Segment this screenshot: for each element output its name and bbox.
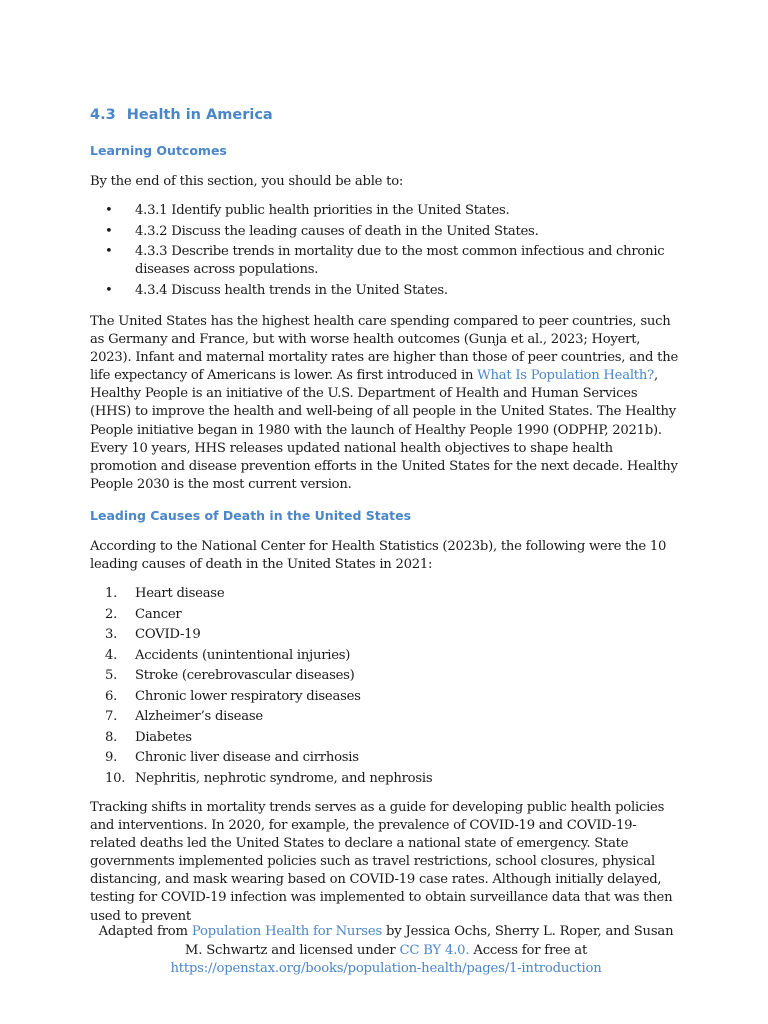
- bullet-marker: •: [105, 203, 113, 218]
- openstax-url-link[interactable]: https://openstax.org/books/population-health/pages/1-introduction: [170, 961, 602, 976]
- list-number: 6.: [105, 688, 118, 704]
- list-item: [90, 647, 682, 668]
- list-item: [90, 708, 682, 729]
- list-item-text: Diabetes: [135, 729, 192, 745]
- learning-outcomes-heading: Learning Outcomes: [90, 143, 227, 158]
- list-item-text: Stroke (cerebrovascular diseases): [135, 668, 355, 683]
- attribution-footer: [90, 923, 682, 979]
- list-item-text: Alzheimer’s disease: [135, 709, 263, 724]
- list-item-text: 4.3.1 Identify public health priorities in the United States.: [135, 203, 510, 218]
- section-heading: [90, 107, 273, 123]
- bullet-marker: •: [105, 223, 113, 239]
- list-number: 7.: [105, 709, 118, 724]
- list-item: [90, 606, 682, 627]
- overview-paragraph: [90, 313, 682, 494]
- license-link[interactable]: CC BY 4.0.: [399, 942, 470, 958]
- list-item-text: COVID-19: [135, 627, 201, 642]
- overview-text-start: The United States has the highest health care spending compared to peer countries, such as Germany and France, but with worse health outcomes (Gunja et al., 2023; Hoyert, 2023). Infant and maternal mortality rates are higher than those of peer countries, and the life expectancy of Americans is lower. As first introduced in: [90, 314, 678, 384]
- list-item-text: Chronic lower respiratory diseases: [135, 688, 361, 704]
- list-number: 9.: [105, 750, 118, 765]
- population-health-link[interactable]: What Is Population Health?: [477, 368, 654, 384]
- list-item-text: Accidents (unintentional injuries): [135, 647, 351, 663]
- list-item: [90, 749, 682, 770]
- section-title: Health in America: [126, 107, 273, 123]
- section-number: 4.3: [90, 107, 116, 123]
- list-number: 1.: [105, 586, 118, 601]
- footer-authors: by Jessica Ochs, Sherry L. Roper, and Susan M. Schwartz and licensed under: [184, 924, 674, 958]
- list-number: 2.: [105, 606, 118, 622]
- list-item-text: Nephritis, nephrotic syndrome, and nephrosis: [135, 770, 433, 786]
- list-item-text: 4.3.4 Discuss health trends in the United States.: [135, 282, 448, 298]
- list-item: [90, 770, 682, 791]
- list-item: [90, 729, 682, 750]
- list-number: 3.: [105, 627, 118, 642]
- list-number: 10.: [105, 770, 126, 786]
- trends-paragraph: Tracking shifts in mortality trends serves as a guide for developing public health policies and interventions. In 2020, for example, the prevalence of COVID-19 and COVID-19-related deaths led the United States to declare a national state of emergency. State governments implemented policies such as travel restrictions, school closures, physical distancing, and mask wearing based on COVID-19 case rates. Although initially delayed, testing for COVID-19 infection was implemented to obtain surveillance data that was then used to prevent: [90, 800, 673, 924]
- list-item: [90, 223, 682, 241]
- list-number: 4.: [105, 647, 118, 663]
- list-item-text: Heart disease: [135, 586, 225, 601]
- footer-prefix: Adapted from: [98, 924, 192, 939]
- list-item-text: Cancer: [135, 606, 182, 622]
- learning-outcomes-intro: By the end of this section, you should be able to:: [90, 174, 404, 189]
- list-item: [90, 667, 682, 688]
- list-item: [90, 282, 682, 300]
- leading-causes-list: [90, 585, 682, 790]
- bullet-marker: •: [105, 244, 113, 260]
- book-link[interactable]: Population Health for Nurses: [191, 924, 383, 939]
- list-item: [90, 688, 682, 709]
- list-number: 5.: [105, 668, 118, 683]
- list-item: [90, 202, 682, 220]
- footer-access-text: Access for free at: [469, 942, 588, 958]
- overview-text-end: , Healthy People is an initiative of the U.S. Department of Health and Human Services (HHS) to improve the health and well-being of all people in the United States. The Healthy People initiative began in 1980 with the launch of Healthy People 1990 (ODPHP, 2021b). Every 10 years, HHS releases updated national health objectives to shape health promotion and disease prevention efforts in the United States for the next decade. Healthy People 2030 is the most current version.: [90, 368, 678, 492]
- list-number: 8.: [105, 729, 118, 745]
- learning-outcomes-list: [90, 202, 682, 302]
- list-item-text: Chronic liver disease and cirrhosis: [135, 750, 359, 765]
- list-item-text: 4.3.3 Describe trends in mortality due to the most common infectious and chronic diseases across populations.: [135, 244, 665, 278]
- list-item-text: 4.3.2 Discuss the leading causes of death in the United States.: [135, 223, 539, 239]
- list-item: [90, 585, 682, 606]
- bullet-marker: •: [105, 282, 113, 298]
- list-item: [90, 243, 682, 279]
- leading-causes-heading: Leading Causes of Death in the United States: [90, 508, 412, 523]
- list-item: [90, 626, 682, 647]
- leading-causes-intro: According to the National Center for Health Statistics (2023b), the following were the 10 leading causes of death in the United States in 2021:: [90, 539, 667, 573]
